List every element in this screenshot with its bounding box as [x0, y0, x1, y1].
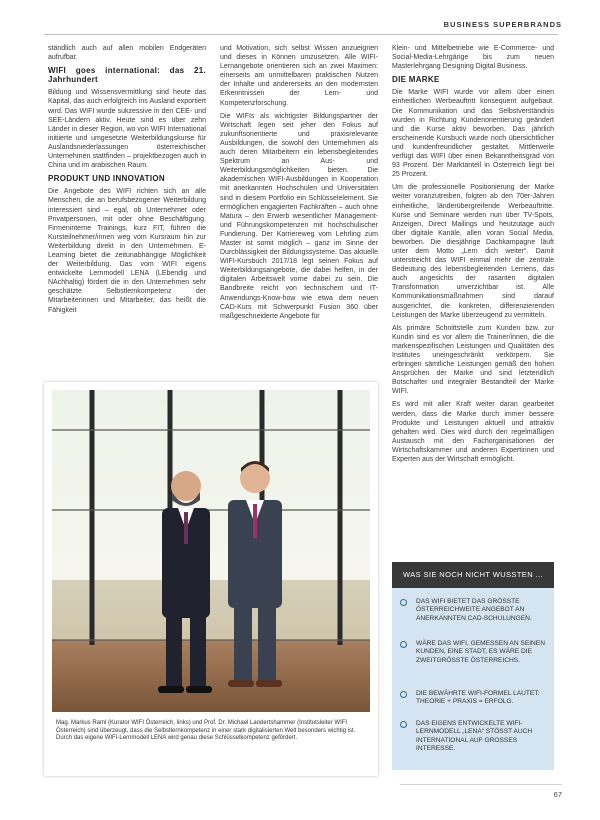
paragraph: ständlich auch auf allen mobilen Endgeräten aufrufbar.: [48, 45, 206, 62]
footer-divider: [400, 784, 562, 785]
paragraph: Um die professionelle Positionierung der Marke weiter voranzutreiben, folgten ab den 70er-Jahren einheitliche, länderübergreifende Werbeauftritte. Kurse und Seminare werden nun über TV-Spots, Anzeigen, Direct Mailings und heutzutage auch über digitale Kanäle, allen voran Social Media, beworben. Die diesjährige Dachkampagne läuft unter dem Motto „Lern dich weiter“. Damit unterstreicht das WIFI einmal mehr die zentrale Bedeutung des lebensbegleitenden Lernens, das auch angesichts der rasanten digitalen Transformation unverzichtbar ist. Alle Kommunikationsmaßnahmen sind darauf ausgerichtet, die konkreten, differenzierenden Leistungen der Marke überzeugend zu vermitteln.: [392, 184, 554, 319]
fact-text: DIE BEWÄHRTE WIFI-FORMEL LAUTET: THEORIE + PRAXIS = ERFOLG.: [416, 690, 540, 706]
paragraph: Als primäre Schnittstelle zum Kunden bzw. zur Kundin sind es vor allem die Trainer/innen, die die markenspezifischen Leistungen und Qualitäten des Institutes uneingeschränkt verkörpern. Sie erbringen sämtliche Leistungen gemäß den hohen Ansprüchen der Marke und sind letztendlich Botschafter und integraler Bestandteil der Marke WIFI.: [392, 324, 554, 396]
paragraph: Klein- und Mittelbetriebe wie E-Commerce- und Social-Media-Lehrgänge bis zum neuen Masterlehrgang Designing Digital Business.: [392, 45, 554, 71]
header-divider: [44, 34, 558, 35]
section-heading: PRODUKT UND INNOVATION: [48, 174, 165, 184]
circle-bullet-icon: [400, 641, 407, 648]
circle-bullet-icon: [400, 721, 407, 728]
section-tag: BUSINESS SUPERBRANDS: [443, 20, 562, 29]
fact-text: WÄRE DAS WIFI, GEMESSEN AN SEINEN KUNDEN, EINE STADT, ES WÄRE DIE ZWEITGRÖSSTE ÖSTERREICHS.: [416, 640, 545, 664]
fact-item: [400, 640, 550, 665]
portrait-photo: [52, 390, 370, 712]
text-column-2: [220, 44, 378, 325]
text-column-1: [48, 44, 206, 319]
paragraph: Die WIFIs als wichtigster Bildungspartner der Wirtschaft legen seit jeher den Fokus auf zukunftsorientierte und praxisrelevante Ausbildungen, die sowohl den Unternehmen als auch deren Mitarbeitern ein lebensbegleitendes Spektrum an Aus- und Weiterbildungsmöglichkeiten bieten. Die akademischen WIFI-Ausbildungen in Kooperation mit anerkannten Hochschulen und Universitäten sind in diesem Portfolio ein Schlüsselelement. Sie ermöglichen engagierten Fachkräften – auch ohne Matura – den Erwerb wesentlicher Management- und Führungskompetenzen mit hochschulischer Fundierung. Der Karriereweg vom Lehrling zum Master ist somit möglich – ganz im Sinne der Durchlässigkeit der Bildungssysteme. Das aktuelle WIFI-Kursbuch 2017/18 legt seinen Fokus auf Weiterbildungsangebote, die dabei helfen, in der digitalen Arbeitswelt vorne dabei zu sein. Die Bandbreite reicht von technischem und IT-Anwendungs-Know-how wie etwa dem neuen CAD-Kurs mit Schwerpunkt Fusion 360 über maßgeschneiderte Angebote für: [220, 112, 378, 320]
fact-box-title: WAS SIE NOCH NICHT WUSSTEN ...: [392, 562, 554, 588]
section-heading: WIFI goes international: das 21. Jahrhundert: [48, 66, 206, 85]
fact-item: [400, 598, 550, 623]
paragraph: Die Angebote des WIFI richten sich an alle Menschen, die an berufsbezogener Weiterbildung interessiert sind – egal, ob Unternehmer oder Privatpersonen, mit oder ohne Beschäftigung. Firmeninterne Trainings, kurz FIT, führen die Kursteilnehmer/innen weg vom Kursraum hin zur Weiterbildung direkt in den Unternehmen. E-Learning bietet die zeitunabhängige Möglichkeit der Weiterbildung. Das vom WIFI eigens entwickelte Lernmodell LENA (LEbendig und NAchhaltig) fördert die in den Unternehmen sehr geschätzte Selbstlernkompetenz der Mitarbeiterinnen und Mitarbeiter, das heißt die Fähigkeit: [48, 188, 206, 314]
paragraph: Bildung und Wissensvermittlung sind heute das Kapital, das auch erfolgreich ins Ausland exportiert wird. Das WIFI wurde sukzessive in den CEE- und SEE-Ländern aktiv. Heute sind es über zehn Länder in dieser Region, wo von WIFI International initiierte und umgesetzte Weiterbildungskurse für Auslandsniederlassungen österreichischer Unternehmen stattfinden – projektbezogen auch in China und im arabischen Raum.: [48, 89, 206, 170]
fact-text: DAS EIGENS ENTWICKELTE WIFI-LERNMODELL „LENA“ STÖSST AUCH INTERNATIONAL AUF GROSSES INTERESSE.: [416, 720, 533, 753]
circle-bullet-icon: [400, 599, 407, 606]
photo-caption: Mag. Markus Raml (Kurator WIFI Österreich, links) und Prof. Dr. Michael Landertshammer (Institutsleiter WIFI Österreich) sind überzeugt, dass die Selbstlernkompetenz in einer stark digitalisierten Welt besonders wichtig ist. Durch das eigene WIFI-Lernmodell LENA wird genau diese Schlüsselkompetenz gefördert.: [56, 720, 356, 742]
fact-box: [392, 562, 554, 770]
paragraph: und Motivation, sich selbst Wissen anzueignen und dieses in Können umzusetzen. Alle WIFI-Lernangebote orientieren sich an zwei Maximen: einerseits am unmittelbaren praktischen Nutzen der Inhalte und andererseits an den modernsten Erkenntnissen der Lern- und Kompetenzforschung.: [220, 45, 378, 107]
circle-bullet-icon: [400, 691, 407, 698]
photo-frame: [44, 382, 378, 776]
text-column-3: [392, 44, 554, 468]
paragraph: Es wird mit aller Kraft weiter daran gearbeitet werden, dass die Marke durch immer bessere Produkte und Leistungen aktuell und attraktiv gehalten wird. Dies wird durch den regelmäßigen Austausch mit den Fachorganisationen der Wirtschaftskammer und anderen Expertinnen und Experten aus der Wirtschaft ermöglicht.: [392, 401, 554, 464]
page-number: 67: [553, 790, 562, 799]
fact-item: [400, 690, 550, 707]
paragraph: Die Marke WIFI wurde vor allem über einen einheitlichen Werbeauftritt konsequent aufgebaut. Die Kommunikation und das Selbstverständnis wurden in Richtung Kundenorientierung geändert und die Kurse aktiv beworben. Das jährlich erscheinende Kursbuch wurde noch übersichtlicher und kundenfreundlicher gestaltet. Mittlerweile verfügt das WIFI über einen Bekanntheitsgrad von 93 Prozent. Der Marktanteil in Österreich liegt bei 25 Prozent.: [392, 89, 554, 179]
fact-text: DAS WIFI BIETET DAS GRÖSSTE ÖSTERREICHWEITE ANGEBOT AN ANERKANNTEN CAD-SCHULUNGEN.: [416, 598, 532, 622]
fact-item: [400, 720, 550, 754]
section-heading: DIE MARKE: [392, 75, 440, 85]
